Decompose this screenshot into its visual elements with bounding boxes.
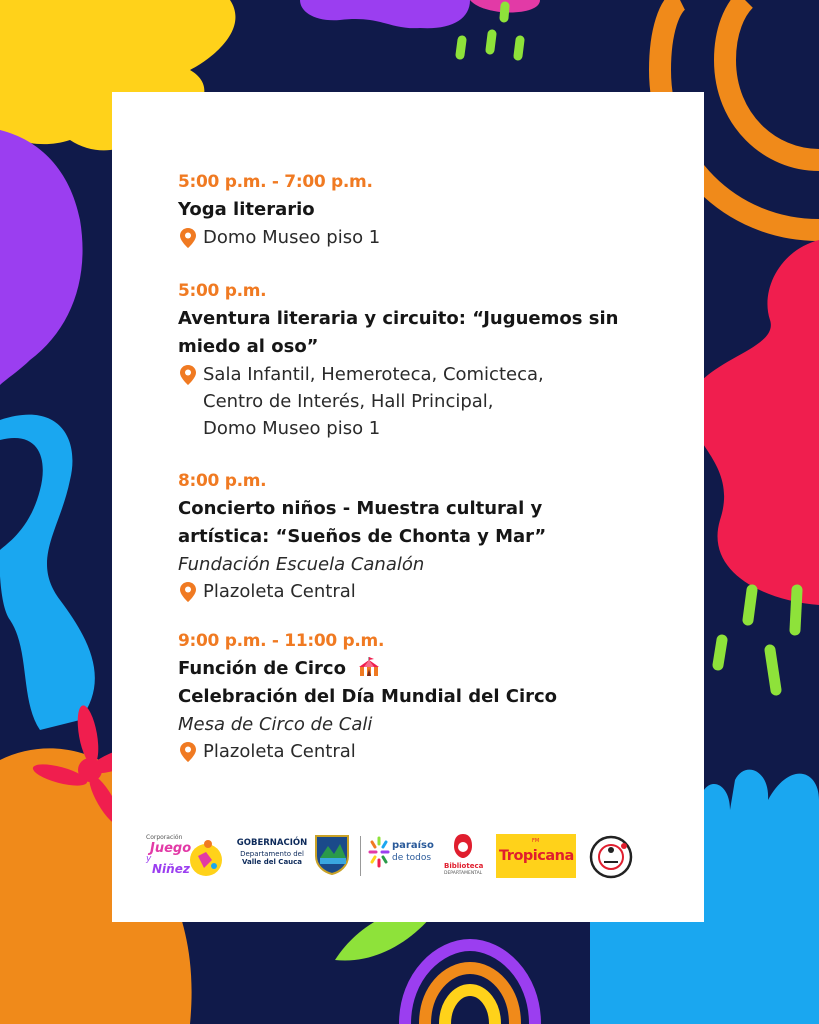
event-title-line — [178, 655, 678, 683]
event-time: 9:00 p.m. - 11:00 p.m. — [178, 631, 385, 651]
logo-line: Departamento del — [240, 850, 304, 858]
logo-line: de todos — [392, 853, 432, 863]
event-title-text: Función de Circo — [178, 658, 346, 679]
event-time: 8:00 p.m. — [178, 471, 267, 491]
sponsor-logos — [144, 828, 644, 886]
event-location — [178, 224, 678, 251]
juego-ninez-logo — [144, 832, 226, 882]
event-title-line: miedo al oso” — [178, 336, 319, 357]
valle-shield-icon — [312, 832, 352, 876]
logo-line: Juego — [150, 841, 192, 856]
logo-line: DEPARTAMENTAL — [444, 871, 483, 876]
location-text: Domo Museo piso 1 — [203, 227, 381, 248]
location-line: Sala Infantil, Hemeroteca, Comicteca, — [203, 364, 544, 385]
circus-tent-icon — [358, 657, 380, 677]
logo-line: y — [146, 854, 152, 864]
biblioteca-logo — [444, 832, 488, 882]
event-1 — [178, 172, 678, 251]
event-2 — [178, 281, 678, 442]
location-text: Plazoleta Central — [203, 741, 356, 762]
rainbow-arcs-shape — [405, 945, 535, 1024]
event-time: 5:00 p.m. — [178, 281, 267, 301]
red-blob-shape — [689, 240, 819, 605]
purple-blob-shape — [0, 130, 83, 385]
logo-divider — [360, 836, 361, 876]
event-title-line: Aventura literaria y circuito: “Juguemos sin — [178, 308, 619, 329]
location-pin-icon — [180, 582, 196, 602]
event-title-line: Concierto niños - Muestra cultural y — [178, 498, 543, 519]
logo-line: Valle del Cauca — [241, 858, 303, 866]
event-title: Yoga literario — [178, 199, 315, 220]
location-line: Centro de Interés, Hall Principal, — [203, 391, 494, 412]
logo-small-text: Corporación — [146, 834, 183, 841]
logo-line: Biblioteca — [444, 862, 484, 870]
event-organizer: Mesa de Circo de Cali — [178, 714, 373, 735]
biblioteca-mark-icon — [452, 832, 474, 860]
location-pin-icon — [180, 742, 196, 762]
location-pin-icon — [180, 228, 196, 248]
event-location — [178, 738, 678, 765]
green-dashes-top — [460, 6, 520, 56]
juego-ninez-emblem-icon — [188, 836, 224, 878]
logo-line: GOBERNACIÓN — [236, 838, 308, 848]
location-text: Plazoleta Central — [203, 581, 356, 602]
location-line: Domo Museo piso 1 — [203, 418, 381, 439]
event-organizer: Fundación Escuela Canalón — [178, 554, 425, 575]
paraiso-logo — [368, 834, 438, 880]
green-dashes-right — [718, 590, 797, 690]
paraiso-burst-icon — [368, 836, 390, 872]
gobernacion-logo — [236, 838, 356, 878]
logo-line: Niñez — [152, 862, 190, 876]
logo-line: paraíso — [392, 840, 434, 851]
event-3 — [178, 471, 678, 605]
event-title-line: artística: “Sueños de Chonta y Mar” — [178, 526, 547, 547]
event-location — [178, 578, 678, 605]
event-4 — [178, 631, 678, 765]
logo-small-text: FM — [532, 838, 540, 844]
top-purple-shape — [300, 0, 470, 28]
circle-emblem-logo — [588, 834, 634, 880]
tropicana-logo — [496, 834, 576, 878]
event-title-line: Celebración del Día Mundial del Circo — [178, 686, 558, 707]
circle-emblem-icon — [588, 834, 634, 880]
location-pin-icon — [180, 365, 196, 385]
logo-line: Tropicana — [499, 848, 574, 864]
event-time: 5:00 p.m. - 7:00 p.m. — [178, 172, 373, 192]
event-location — [178, 361, 678, 442]
